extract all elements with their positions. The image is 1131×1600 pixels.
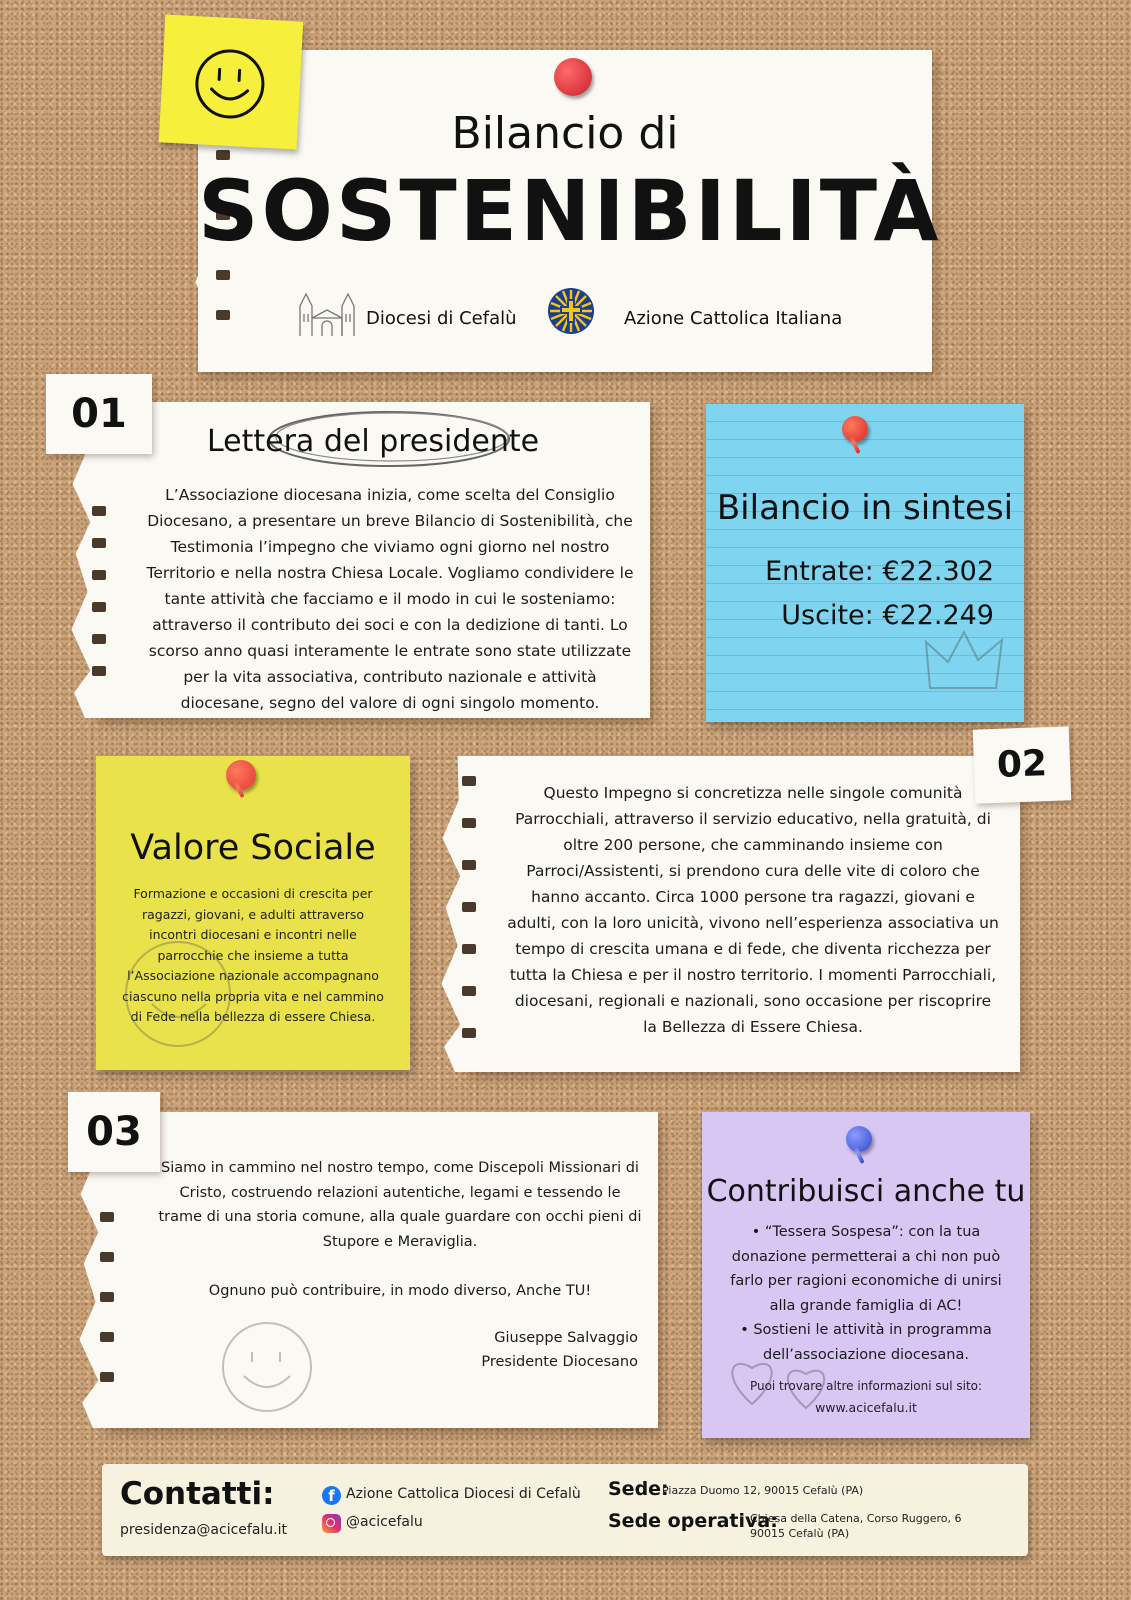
sticky-note-smiley: [159, 14, 304, 149]
signature-name: Giuseppe Salvaggio: [494, 1330, 638, 1346]
pushpin-icon: [846, 1126, 872, 1152]
section3-number: 03: [68, 1092, 160, 1172]
social-note: [96, 756, 410, 1070]
facebook-link[interactable]: Azione Cattolica Diocesi di Cefalù: [346, 1486, 581, 1502]
smiley-doodle: [218, 1318, 316, 1416]
section3-text2: Ognuno può contribuire, in modo diverso, Anche TU!: [208, 1283, 592, 1299]
section1-text: L’Associazione diocesana inizia, come scelta del Consiglio Diocesano, a presentare un breve Bilancio di Sostenibilità, che Testimonia l’impegno che viviamo ogni giorno nel nostro Territorio e nella nostra Chiesa Locale. Vogliamo condividere le tante attività che facciamo e il modo in cui le sosteniamo: attraverso il contributo dei soci e con la dedizione di tanti. Lo scorso anno quasi interamente le entrate sono state utilizzate per la vita associativa, contributo nazionale e attività diocesane, segno del valore di ogni singolo momento.: [146, 486, 634, 712]
section2-paper: [466, 756, 1020, 1072]
pushpin-icon: [226, 760, 256, 790]
section2-text: Questo Impegno si concretizza nelle singole comunità Parrocchiali, attraverso il servizio educativo, nella gratuità, di oltre 200 persone, che camminando insieme con Parroci/Assistenti, si prendono cura delle vite di coloro che hanno accanto. Circa 1000 persone tra ragazzi, giovani e adulti, con la loro unicità, vivono nell’esperienza associativa un tempo di crescita umana e di fede, che diventa ricchezza per tutta la Chiesa e per il nostro territorio. I momenti Parrocchiali, diocesani, regionali e nazionali, sono occasione per riscoprire la Bellezza di Essere Chiesa.: [507, 784, 999, 1036]
contribute-item1: • “Tessera Sospesa”: con la tua donazione permetterai a chi non può farlo per ragioni economiche di unirsi alla grande famiglia di AC!: [730, 1224, 1002, 1314]
social-title: Valore Sociale: [130, 828, 376, 868]
facebook-icon: f: [322, 1486, 341, 1505]
header-title-line2: SOSTENIBILITÀ: [198, 162, 942, 260]
summary-title: Bilancio in sintesi: [716, 488, 1014, 528]
header-paper: [198, 50, 942, 372]
header-title-line1: Bilancio di: [451, 108, 679, 159]
sede-operativa-line1: Chiesa della Catena, Corso Ruggero, 6: [750, 1512, 962, 1525]
contacts-bar: [102, 1464, 1028, 1556]
signature-role: Presidente Diocesano: [481, 1354, 638, 1370]
section3-text: Siamo in cammino nel nostro tempo, come Discepoli Missionari di Cristo, costruendo relazioni autentiche, legami e tessendo le trame di una storia comune, alla quale guardare con occhi pieni di Stupore e Meraviglia.: [158, 1160, 642, 1250]
ac-logo-icon: [546, 286, 596, 336]
diocese-label: Diocesi di Cefalù: [366, 308, 517, 329]
sede-label: Sede:: [608, 1478, 669, 1500]
contribute-item2: • Sostieni le attività in programma dell’associazione diocesana.: [740, 1322, 992, 1363]
smiley-icon: [190, 44, 270, 124]
hearts-doodle: [722, 1334, 842, 1414]
crown-doodle: [920, 622, 1010, 696]
pushpin-icon: [554, 58, 592, 96]
section1-number: 01: [46, 374, 152, 454]
sede-operativa-label: Sede operativa:: [608, 1510, 778, 1532]
smiley-doodle: [118, 934, 238, 1054]
sede-value: Piazza Duomo 12, 90015 Cefalù (PA): [662, 1484, 864, 1497]
section2-number: 02: [973, 726, 1072, 803]
summary-income: Entrate: €22.302: [765, 556, 994, 587]
instagram-icon: [322, 1514, 341, 1533]
contribute-info: Puoi trovare altre informazioni sul sito:: [749, 1379, 983, 1393]
contribute-title: Contribuisci anche tu: [706, 1174, 1026, 1209]
section1-title: Lettera del presidente: [206, 424, 540, 459]
summary-expenses: Uscite: €22.249: [781, 600, 994, 631]
cathedral-icon: [296, 288, 358, 338]
contacts-email-link[interactable]: presidenza@acicefalu.it: [120, 1522, 288, 1538]
instagram-link[interactable]: @acicefalu: [346, 1514, 423, 1530]
section1-paper: [96, 402, 650, 718]
section3-paper: [104, 1112, 658, 1428]
social-text: Formazione e occasioni di crescita per ragazzi, giovani, e adulti attraverso incontri diocesani e incontri nelle parrocchie che insieme a tutta l’Associazione nazionale accompagnano ciascuno nella propria vita e nel cammino di Fede nella bellezza di essere Chiesa.: [122, 886, 384, 1024]
contacts-title: Contatti:: [120, 1476, 275, 1512]
summary-note: [706, 404, 1024, 722]
contribute-site-link[interactable]: www.acicefalu.it: [815, 1400, 917, 1415]
pushpin-icon: [842, 416, 868, 442]
association-label: Azione Cattolica Italiana: [624, 308, 843, 329]
sede-operativa-line2: 90015 Cefalù (PA): [750, 1527, 850, 1540]
contribute-note: [702, 1112, 1030, 1438]
torn-edge: [436, 756, 490, 1072]
